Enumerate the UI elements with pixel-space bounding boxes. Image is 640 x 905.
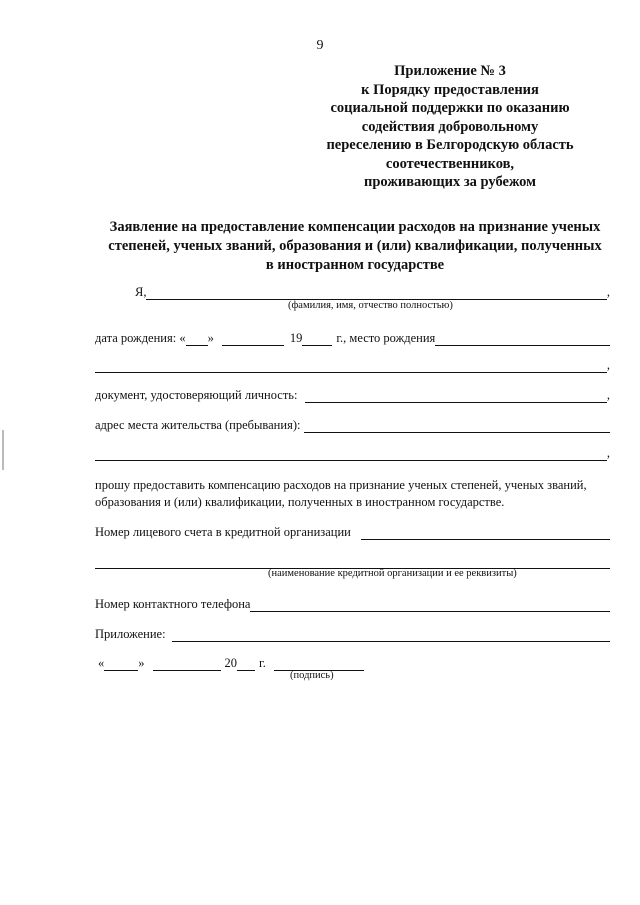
attachment-row <box>95 624 610 642</box>
year-suffix-label: г., место рождения <box>336 331 436 345</box>
bank-hint: (наименование кредитной организации и ее реквизиты) <box>268 568 517 579</box>
address-row <box>95 415 610 433</box>
year-prefix: 20 <box>224 656 237 670</box>
fio-field[interactable] <box>146 286 606 300</box>
appendix-line: к Порядку предоставления <box>361 81 539 98</box>
birth-year-field[interactable] <box>302 332 332 346</box>
address-continuation-field[interactable] <box>95 447 607 461</box>
birth-day-field[interactable] <box>186 332 208 346</box>
birth-row <box>95 328 610 346</box>
phone-label: Номер контактного телефона <box>95 597 251 611</box>
appendix-line: проживающих за рубежом <box>364 174 536 190</box>
birth-month-field[interactable] <box>222 332 284 346</box>
century-label: 19 <box>289 331 303 345</box>
address-field[interactable] <box>304 419 610 433</box>
fio-row <box>135 282 610 300</box>
address-label: адрес места жительства (пребывания): <box>95 418 301 432</box>
comma: , <box>606 358 610 372</box>
date-close: » <box>138 656 145 670</box>
page-number: 9 <box>316 38 324 53</box>
title-line: в иностранном государстве <box>265 257 445 273</box>
scan-edge-mark <box>2 430 4 470</box>
sign-year-field[interactable] <box>237 657 255 671</box>
document-label: документ, удостоверяющий личность: <box>95 388 298 402</box>
signature-hint: (подпись) <box>290 670 334 681</box>
account-row <box>95 522 610 540</box>
appendix-line: социальной поддержки по оказанию <box>330 100 570 116</box>
sign-day-field[interactable] <box>104 657 138 671</box>
document-field[interactable] <box>305 389 606 403</box>
bank-field[interactable] <box>95 555 610 569</box>
comma: , <box>606 388 610 402</box>
request-line: образования и (или) квалификации, полученных в иностранном государстве. <box>95 495 505 509</box>
year-g: г. <box>259 656 266 670</box>
title-line: степеней, ученых званий, образования и (или) квалификации, полученных <box>108 238 602 254</box>
fio-hint: (фамилия, имя, отчество полностью) <box>288 300 453 311</box>
appendix-header <box>300 62 600 192</box>
document-row <box>95 385 610 403</box>
title-line: Заявление на предоставление компенсации расходов на признание ученых <box>109 219 601 235</box>
appendix-line: Приложение № 3 <box>394 63 506 79</box>
account-label: Номер лицевого счета в кредитной организации <box>95 525 351 539</box>
birth-date-label: дата рождения: « <box>95 331 186 345</box>
appendix-line: переселению в Белгородскую область <box>326 137 574 153</box>
request-paragraph <box>95 477 615 511</box>
date-signature-row <box>98 653 398 671</box>
phone-field[interactable] <box>250 598 610 612</box>
attachment-label: Приложение: <box>95 627 166 641</box>
attachment-field[interactable] <box>172 628 610 642</box>
birth-quote-close: » <box>207 331 214 345</box>
signature-field[interactable] <box>274 657 364 671</box>
document-title <box>90 218 620 275</box>
appendix-line: соотечественников, <box>385 155 515 172</box>
comma: , <box>606 285 610 299</box>
phone-row <box>95 594 610 612</box>
birthplace-continuation-row <box>95 355 610 373</box>
address-continuation-row <box>95 443 610 461</box>
sign-month-field[interactable] <box>153 657 221 671</box>
birthplace-field[interactable] <box>435 332 610 346</box>
date-open: « <box>98 656 105 670</box>
comma: , <box>606 446 610 460</box>
i-label: Я, <box>135 285 147 299</box>
appendix-line: содействия добровольному <box>361 118 539 135</box>
bank-row <box>95 551 610 569</box>
birthplace-continuation-field[interactable] <box>95 359 607 373</box>
account-field[interactable] <box>361 526 610 540</box>
request-line: прошу предоставить компенсацию расходов на признание ученых степеней, ученых званий, <box>95 478 587 492</box>
